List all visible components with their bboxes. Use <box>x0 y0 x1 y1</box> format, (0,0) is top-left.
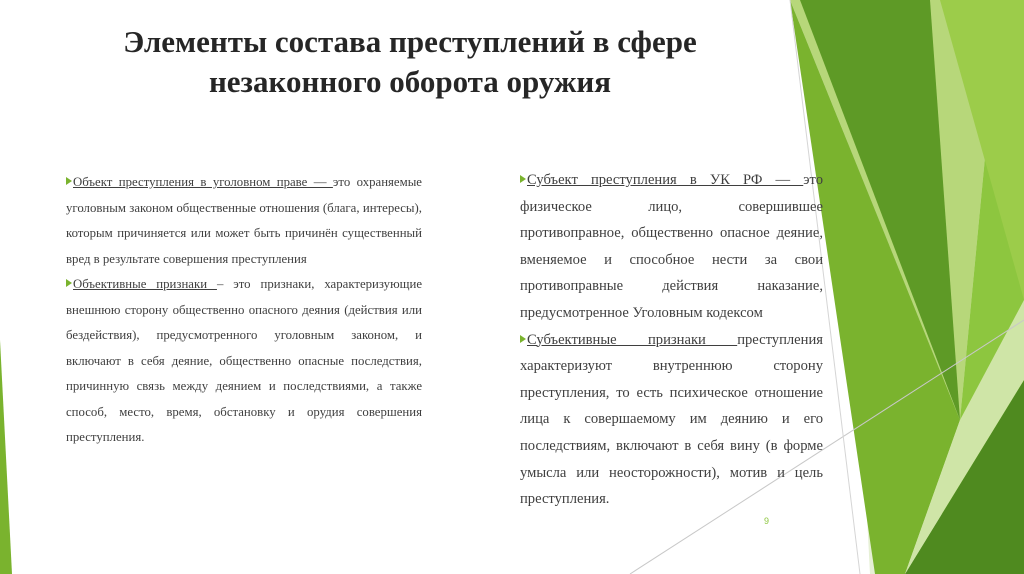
objective-signs-definition: – это признаки, характеризующие внешнюю сторону общественно опасного деяния (действия или бездействия), предусмотренного уголовным законом, и включают в себя деяние, общественно опасные последствия, причинную связь между деянием и последствиями, а также способ, место, время, обстановку и орудия совершения преступления. <box>66 277 423 444</box>
right-item-subjective-signs <box>520 327 823 513</box>
title-line-2: незаконного оборота оружия <box>208 64 612 99</box>
title-line-1: Элементы состава преступлений в сфере <box>123 24 697 59</box>
term-subject: Субъект преступления в УК РФ — <box>527 172 804 188</box>
left-item-objective-signs <box>66 272 422 451</box>
subject-definition: это физическое лицо, совершившее противоправное, общественно опасное деяние, вменяемое и способное нести за свои противоправные действия наказание, предусмотренное Уголовным кодексом <box>520 172 823 321</box>
term-object: Объект преступления в уголовном праве — <box>73 175 333 189</box>
triangle-bullet-icon <box>66 177 72 185</box>
left-edge-facet <box>0 340 12 574</box>
page-number: 9 <box>764 516 770 526</box>
triangle-bullet-icon <box>520 335 526 343</box>
term-objective-signs: Объективные признаки <box>73 277 217 291</box>
term-subjective-signs: Субъективные признаки <box>527 331 738 348</box>
right-item-subject <box>520 167 823 327</box>
subjective-signs-definition: преступления характеризуют внутреннюю сторону преступления, то есть психическое отношение лица к совершаемому им деянию и его последствиям, включают в себя вину (в форме умысла или неосторожности), мотив и цель преступления. <box>520 331 823 508</box>
object-definition: это охраняемые уголовным законом общественные отношения (блага, интересы), которым причиняется или может быть причинён существенный вред в результате совершения преступления <box>66 175 422 266</box>
right-column <box>520 167 823 513</box>
left-item-object <box>66 170 422 272</box>
triangle-bullet-icon <box>520 175 526 183</box>
triangle-bullet-icon <box>66 279 72 287</box>
left-column <box>66 170 422 451</box>
slide-title <box>40 22 780 102</box>
